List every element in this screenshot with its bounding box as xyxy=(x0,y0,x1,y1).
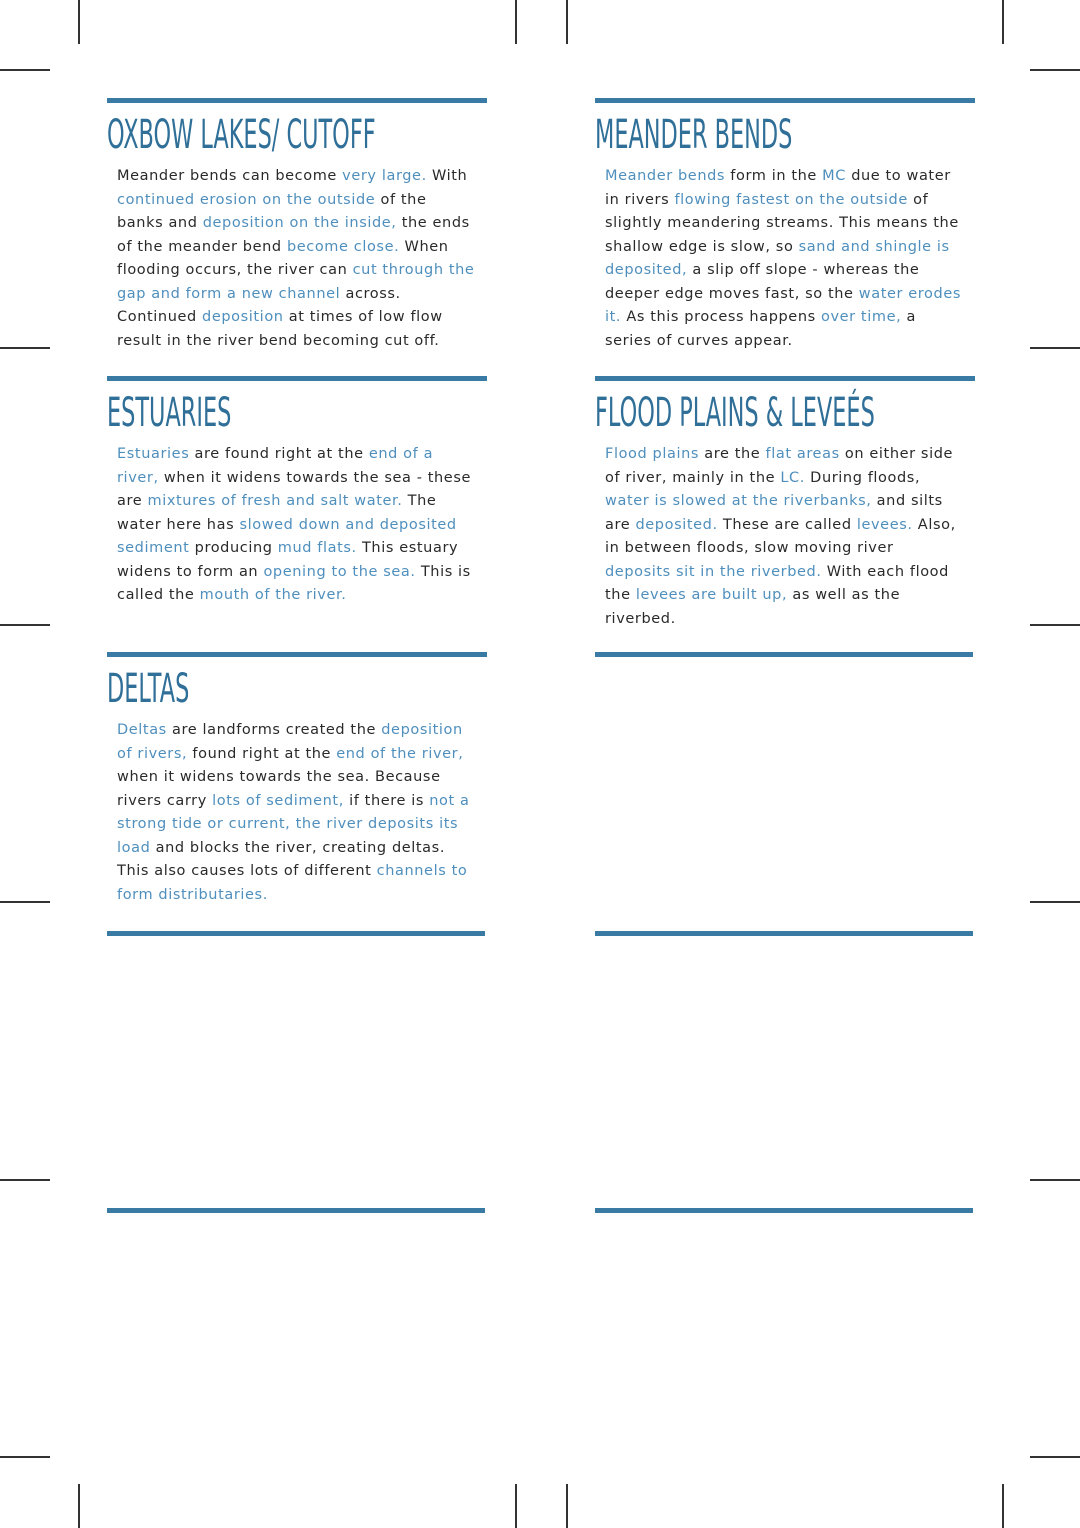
crop-mark-right-5 xyxy=(1030,1179,1080,1181)
highlighted-text: LC. xyxy=(780,469,805,486)
body-text: and blocks the river, creating deltas. This also causes lots of different xyxy=(117,839,446,879)
body-text: This estuary widens to form an xyxy=(117,540,459,580)
highlighted-text: cut through the gap and form a new channel xyxy=(117,262,475,302)
card-body xyxy=(117,165,475,353)
highlighted-text: deposits sit in the riverbed. xyxy=(605,563,822,580)
empty-card-top-rule xyxy=(595,652,973,657)
body-text: and silts are xyxy=(605,493,943,533)
card-body xyxy=(117,443,475,608)
crop-mark-bottom-right xyxy=(1002,1484,1004,1528)
card-estuaries xyxy=(107,376,487,608)
body-text: found right at the xyxy=(187,745,337,762)
highlighted-text: Flood plains xyxy=(605,446,700,462)
highlighted-text: mouth of the river. xyxy=(199,587,347,603)
body-text: if there is xyxy=(343,792,430,809)
body-text: producing xyxy=(189,540,278,556)
card-title: FLOOD PLAINS & LEVEÉS xyxy=(595,390,875,436)
crop-mark-left-4 xyxy=(0,901,50,903)
body-text: When flooding occurs, the river can xyxy=(117,238,449,278)
highlighted-text: levees are built up, xyxy=(635,587,788,603)
card-top-rule xyxy=(107,98,487,103)
highlighted-text: deposition on the inside, xyxy=(202,215,397,231)
crop-mark-bottom-left xyxy=(78,1484,80,1528)
highlighted-text: slowed down and deposited sediment xyxy=(117,516,457,556)
body-text: are landforms created the xyxy=(166,722,382,738)
body-text: During floods, xyxy=(804,469,921,486)
highlighted-text: mud flats. xyxy=(277,540,357,556)
body-text: As this process happens xyxy=(621,309,821,325)
body-text: the ends of the meander bend xyxy=(117,215,470,255)
body-text: across. Continued xyxy=(117,285,401,325)
highlighted-text: deposition of rivers, xyxy=(117,722,463,762)
crop-mark-bottom-center-a xyxy=(515,1484,517,1528)
card-title: OXBOW LAKES/ CUTOFF xyxy=(107,112,376,158)
empty-card-top-rule xyxy=(595,931,973,936)
body-text: a series of curves appear. xyxy=(605,309,916,349)
card-flood-plains xyxy=(595,376,975,631)
body-text: With xyxy=(426,168,468,184)
highlighted-text: flowing fastest on the outside xyxy=(674,191,908,208)
highlighted-text: channels to form distributaries. xyxy=(117,863,468,903)
card-oxbow-lakes xyxy=(107,98,487,353)
body-text: on either side of river, mainly in the xyxy=(605,446,954,486)
crop-mark-top-center-b xyxy=(566,0,568,44)
highlighted-text: sand and shingle is deposited, xyxy=(605,238,950,278)
body-text: These are called xyxy=(717,516,857,533)
body-text: a slip off slope - whereas the deeper edge moves fast, so the xyxy=(605,262,920,302)
crop-mark-left-1 xyxy=(0,69,50,71)
crop-mark-top-center-a xyxy=(515,0,517,44)
card-top-rule xyxy=(107,652,487,657)
body-text: This is called the xyxy=(117,563,471,603)
card-top-rule xyxy=(107,376,487,381)
highlighted-text: Estuaries xyxy=(117,446,190,462)
crop-mark-top-left xyxy=(78,0,80,44)
body-text: of the banks and xyxy=(117,191,427,231)
highlighted-text: deposited. xyxy=(635,516,718,533)
body-text: Also, in between floods, slow moving river xyxy=(605,516,956,556)
crop-mark-left-5 xyxy=(0,1179,50,1181)
empty-card-top-rule xyxy=(107,931,485,936)
card-body xyxy=(605,165,963,353)
body-text: With each flood the xyxy=(605,563,949,603)
card-title: ESTUARIES xyxy=(107,390,232,436)
highlighted-text: levees. xyxy=(856,516,913,533)
highlighted-text: deposition xyxy=(202,309,284,325)
highlighted-text: Meander bends xyxy=(605,168,726,184)
body-text: are the xyxy=(699,446,766,462)
highlighted-text: end of a river, xyxy=(117,446,434,486)
highlighted-text: lots of sediment, xyxy=(212,792,344,809)
crop-mark-right-6 xyxy=(1030,1456,1080,1458)
body-text: due to water in rivers xyxy=(605,168,951,208)
card-title: MEANDER BENDS xyxy=(595,112,793,158)
highlighted-text: continued erosion on the outside xyxy=(117,191,376,208)
highlighted-text: opening to the sea. xyxy=(263,563,416,580)
highlighted-text: Deltas xyxy=(117,722,167,738)
card-body xyxy=(605,443,963,631)
body-text: form in the xyxy=(725,168,823,184)
highlighted-text: water erodes it. xyxy=(605,285,962,325)
card-body xyxy=(117,719,475,907)
highlighted-text: MC xyxy=(822,168,846,184)
crop-mark-left-6 xyxy=(0,1456,50,1458)
card-deltas xyxy=(107,652,487,907)
highlighted-text: very large. xyxy=(342,168,427,184)
crop-mark-left-3 xyxy=(0,624,50,626)
body-text: as well as the riverbed. xyxy=(605,587,901,627)
crop-mark-left-2 xyxy=(0,347,50,349)
crop-mark-right-2 xyxy=(1030,347,1080,349)
empty-card-top-rule xyxy=(595,1208,973,1213)
crop-mark-top-right xyxy=(1002,0,1004,44)
highlighted-text: water is slowed at the riverbanks, xyxy=(605,493,872,509)
body-text: at times of low flow result in the river bend becoming cut off. xyxy=(117,309,443,349)
highlighted-text: end of the river, xyxy=(336,745,464,762)
crop-mark-right-1 xyxy=(1030,69,1080,71)
body-text: Meander bends can become xyxy=(117,168,343,184)
highlighted-text: mixtures of fresh and salt water. xyxy=(147,493,403,509)
card-top-rule xyxy=(595,98,975,103)
body-text: of slightly meandering streams. This means the shallow edge is slow, so xyxy=(605,191,959,255)
body-text: The water here has xyxy=(117,493,437,533)
highlighted-text: over time, xyxy=(820,309,902,325)
card-meander-bends xyxy=(595,98,975,353)
body-text: when it widens towards the sea. Because rivers carry xyxy=(117,769,441,809)
body-text: are found right at the xyxy=(189,446,369,462)
crop-mark-right-3 xyxy=(1030,624,1080,626)
empty-card-top-rule xyxy=(107,1208,485,1213)
body-text: when it widens towards the sea - these are xyxy=(117,469,472,509)
highlighted-text: become close. xyxy=(286,238,400,255)
crop-mark-bottom-center-b xyxy=(566,1484,568,1528)
card-title: DELTAS xyxy=(107,666,190,712)
crop-mark-right-4 xyxy=(1030,901,1080,903)
highlighted-text: flat areas xyxy=(765,446,840,462)
highlighted-text: not a strong tide or current, the river deposits its load xyxy=(117,792,470,856)
card-top-rule xyxy=(595,376,975,381)
